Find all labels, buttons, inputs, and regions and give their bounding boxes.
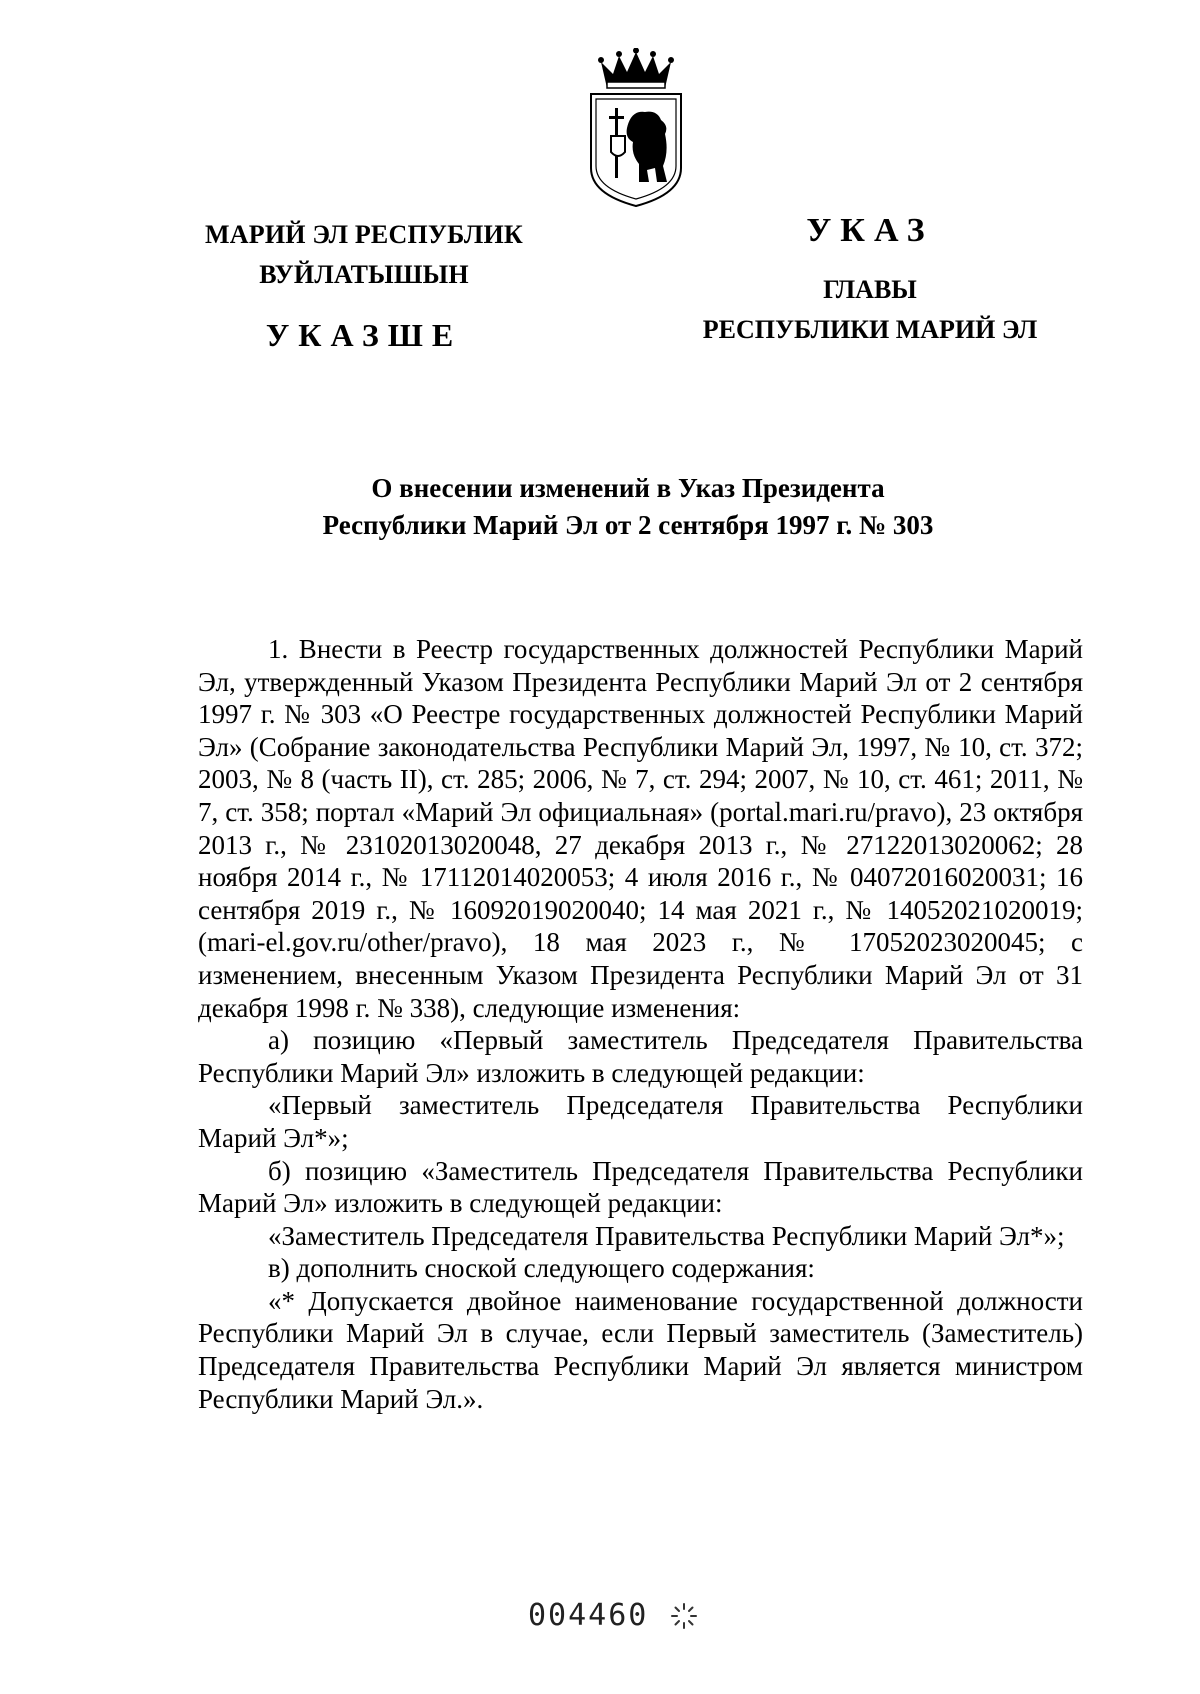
header-right-line2: РЕСПУБЛИКИ МАРИЙ ЭЛ (702, 315, 1038, 344)
document-body (198, 633, 1083, 1415)
title-line1: О внесении изменений в Указ Президента (371, 473, 885, 503)
header-right-decree: УКАЗ (806, 212, 934, 249)
coat-of-arms-mari-el-icon (585, 48, 687, 208)
paragraph-footnote: «* Допускается двойное наименование государственной должности Республики Марий Эл в случае, если Первый заместитель (Заместитель) Председателя Правительства Республики Марий Эл является министром Республики Марий Эл.». (198, 1285, 1083, 1414)
paragraph-1: 1. Внести в Реестр государственных должностей Республики Марий Эл, утвержденный Указом Президента Республики Марий Эл от 2 сентября 1997 г. № 303 «О Реестре государственных должностей Республики Марий Эл» (Собрание законодательства Республики Марий Эл, 1997, № 10, ст. 372; 2003, № 8 (часть II), ст. 285; 2006, № 7, ст. 294; 2007, № 10, ст. 461; 2011, № 7, ст. 358; портал «Марий Эл официальная» (portal.mari.ru/pravo), 23 октября 2013 г., № 23102013020048, 27 декабря 2013 г., № 27122013020062; 28 ноября 2014 г., № 17112014020053; 4 июля 2016 г., № 04072016020031; 16 сентября 2019 г., № 16092019020040; 14 мая 2021 г., № 14052021020019; (mari-el.gov.ru/other/pravo), 18 мая 2023 г., № 17052023020045; с изменением, внесенным Указом Президента Республики Марий Эл от 31 декабря 1998 г. № 338), следующие изменения: (198, 634, 1083, 1023)
header-left (178, 215, 550, 354)
header-right-line1: ГЛАВЫ (823, 275, 917, 304)
document-title (178, 470, 1078, 544)
header-left-line1: МАРИЙ ЭЛ РЕСПУБЛИК (205, 220, 523, 249)
paragraph-b: б) позицию «Заместитель Председателя Правительства Республики Марий Эл» изложить в следующей редакции: (198, 1155, 1083, 1219)
header-left-decree: УКАЗШЕ (265, 317, 463, 353)
serial-number: 004460 (528, 1598, 649, 1633)
paragraph-v: в) дополнить сноской следующего содержания: (268, 1253, 815, 1284)
seal-asterisk-icon (669, 1601, 699, 1631)
header-left-line2: ВУЙЛАТЫШЫН (259, 260, 469, 289)
header-right (660, 212, 1080, 350)
paragraph-a: а) позицию «Первый заместитель Председателя Правительства Республики Марий Эл» изложить в следующей редакции: (198, 1025, 1083, 1088)
title-line2: Республики Марий Эл от 2 сентября 1997 г. № 303 (322, 510, 934, 540)
paragraph-a-text: «Первый заместитель Председателя Правительства Республики Марий Эл*»; (198, 1090, 1083, 1153)
paragraph-b-text: «Заместитель Председателя Правительства Республики Марий Эл*»; (268, 1220, 1065, 1251)
